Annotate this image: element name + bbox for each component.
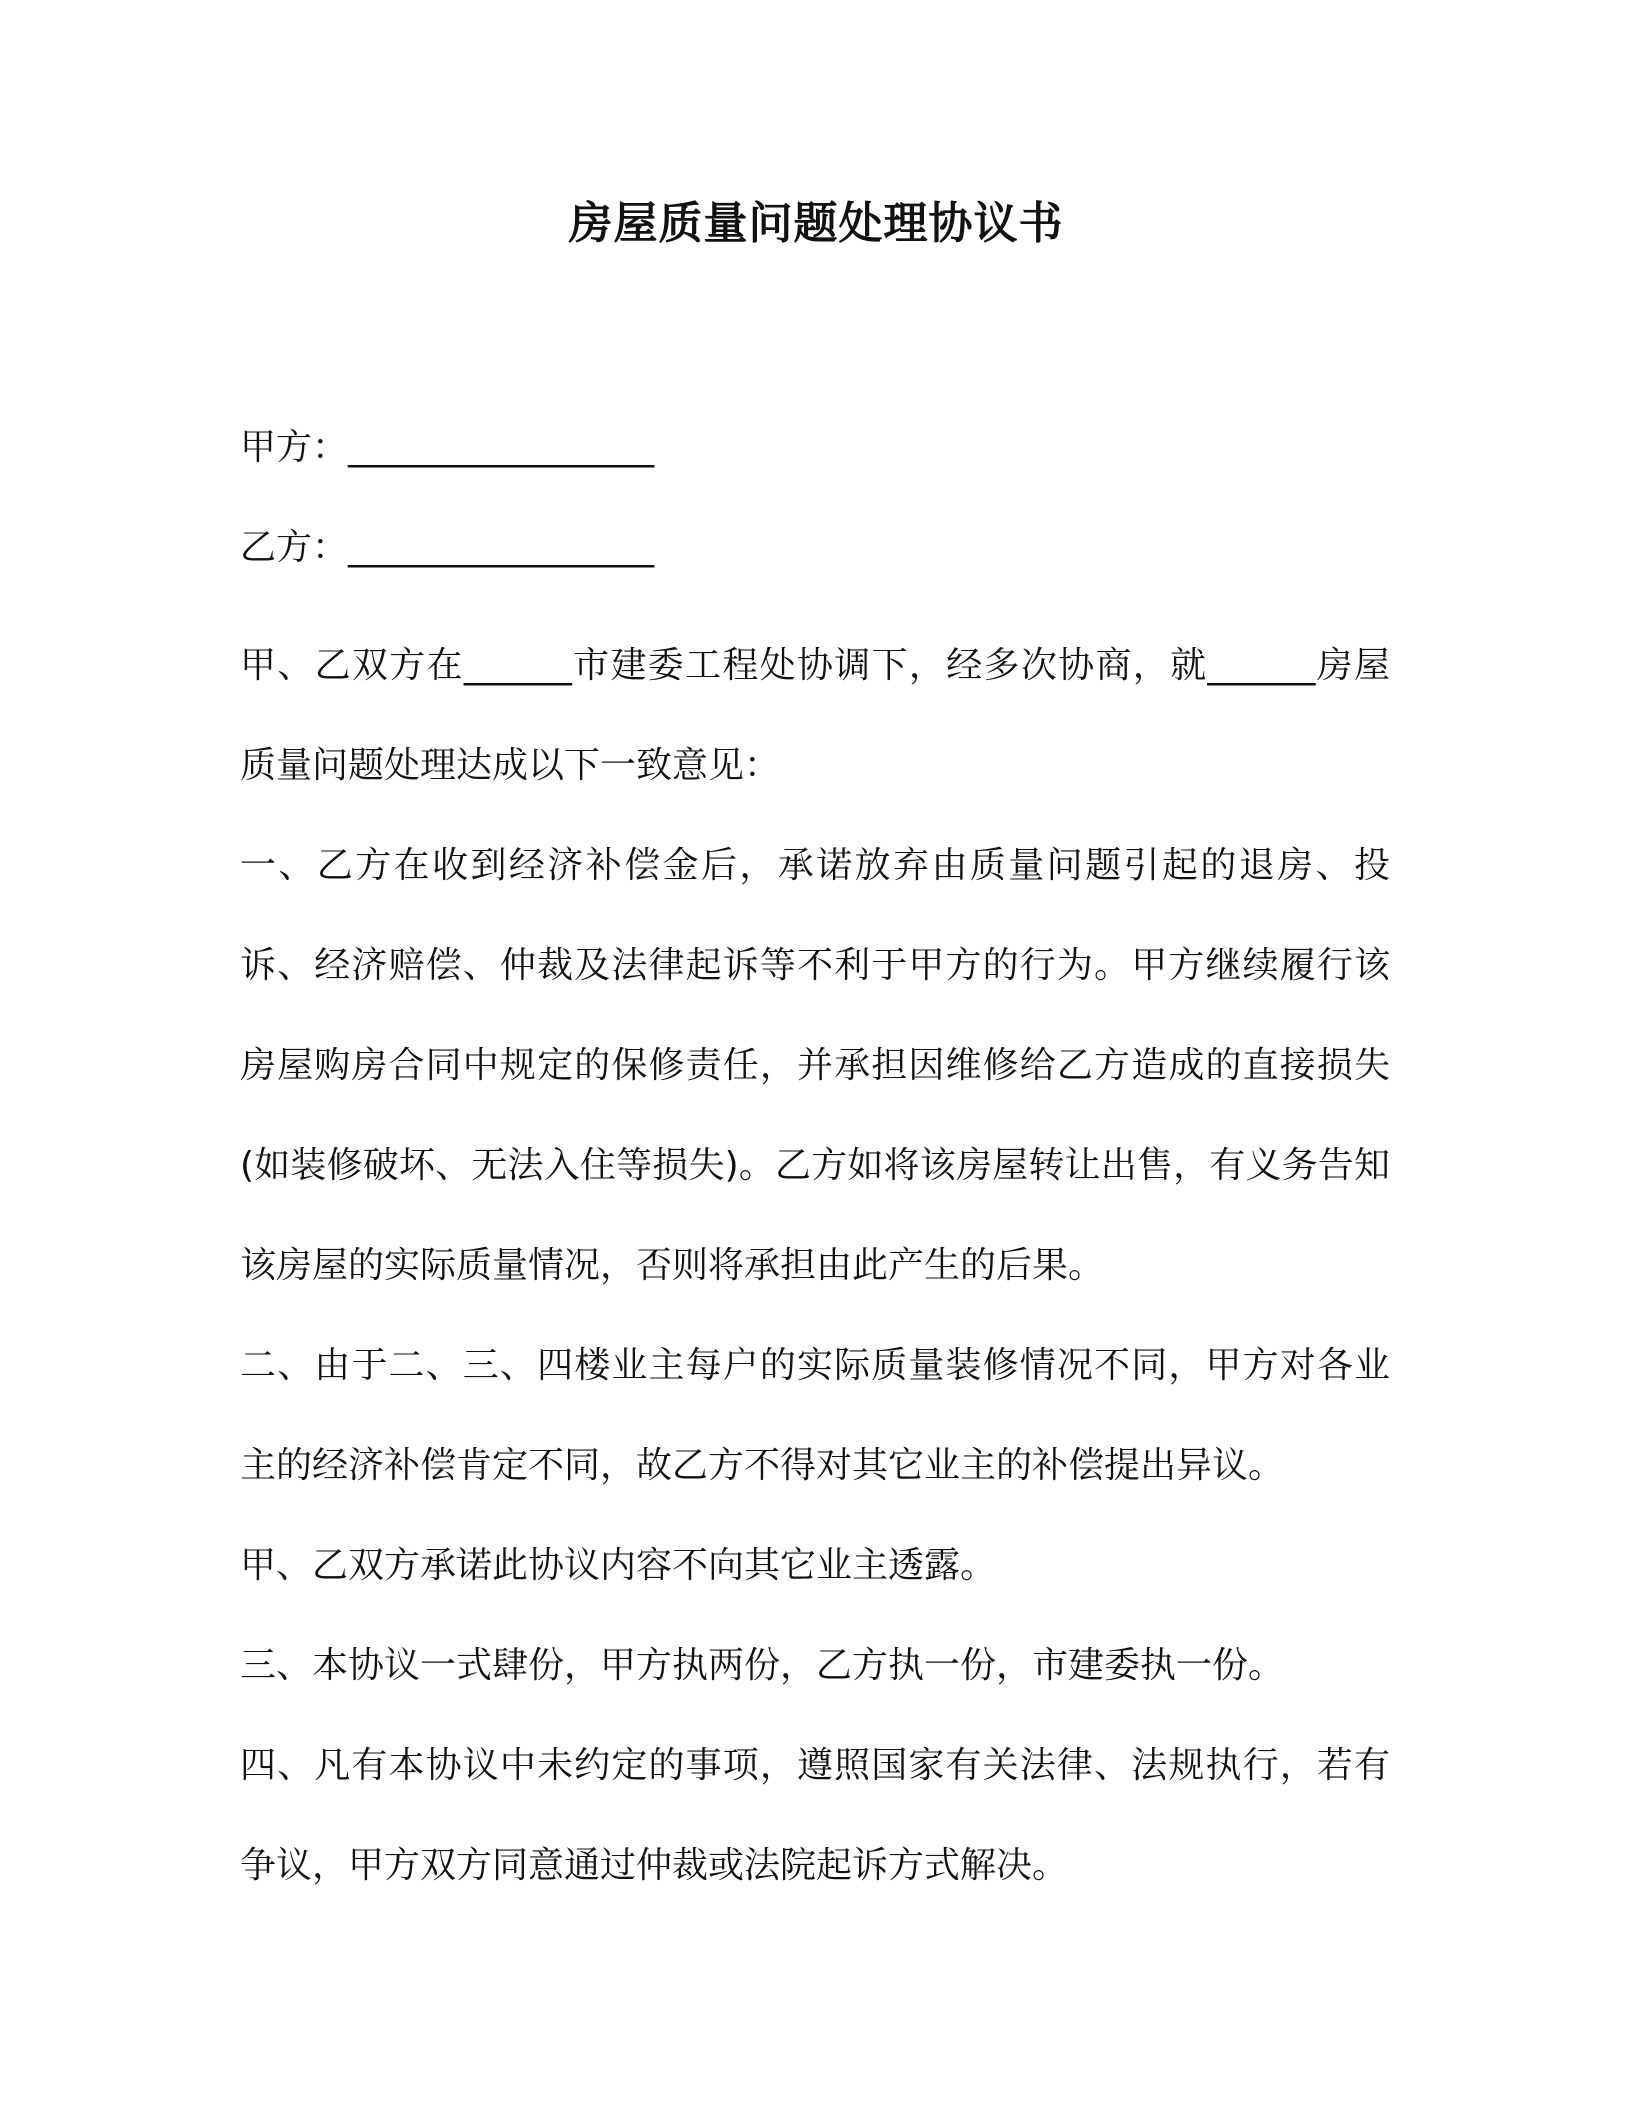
paragraph-clause-4: 四、凡有本协议中未约定的事项，遵照国家有关法律、法规执行，若有争议，甲方双方同意通过仲裁或法院起诉方式解决。 xyxy=(240,1745,1390,1886)
paragraph-intro: 甲、乙双方在______市建委工程处协调下，经多次协商，就______房屋质量问题处理达成以下一致意见： xyxy=(240,645,1390,786)
paragraph-confidentiality: 甲、乙双方承诺此协议内容不向其它业主透露。 xyxy=(240,1545,997,1586)
paragraph-clause-2: 二、由于二、三、四楼业主每户的实际质量装修情况不同，甲方对各业主的经济补偿肯定不同，故乙方不得对其它业主的补偿提出异议。 xyxy=(240,1345,1390,1486)
party-b-line: 乙方：_________________ xyxy=(240,527,655,568)
paragraph-clause-1: 一、乙方在收到经济补偿金后，承诺放弃由质量问题引起的退房、投诉、经济赔偿、仲裁及法律起诉等不利于甲方的行为。甲方继续履行该房屋购房合同中规定的保修责任，并承担因维修给乙方造成的直接损失(如装修破坏、无法入住等损失)。乙方如将该房屋转让出售，有义务告知该房屋的实际质量情况，否则将承担由此产生的后果。 xyxy=(240,845,1390,1286)
party-a-line: 甲方：_________________ xyxy=(240,427,655,468)
paragraph-clause-3: 三、本协议一式肆份，甲方执两份，乙方执一份，市建委执一份。 xyxy=(240,1645,1285,1686)
document-title: 房屋质量问题处理协议书 xyxy=(568,198,1064,249)
agreement-body xyxy=(240,616,1390,1916)
